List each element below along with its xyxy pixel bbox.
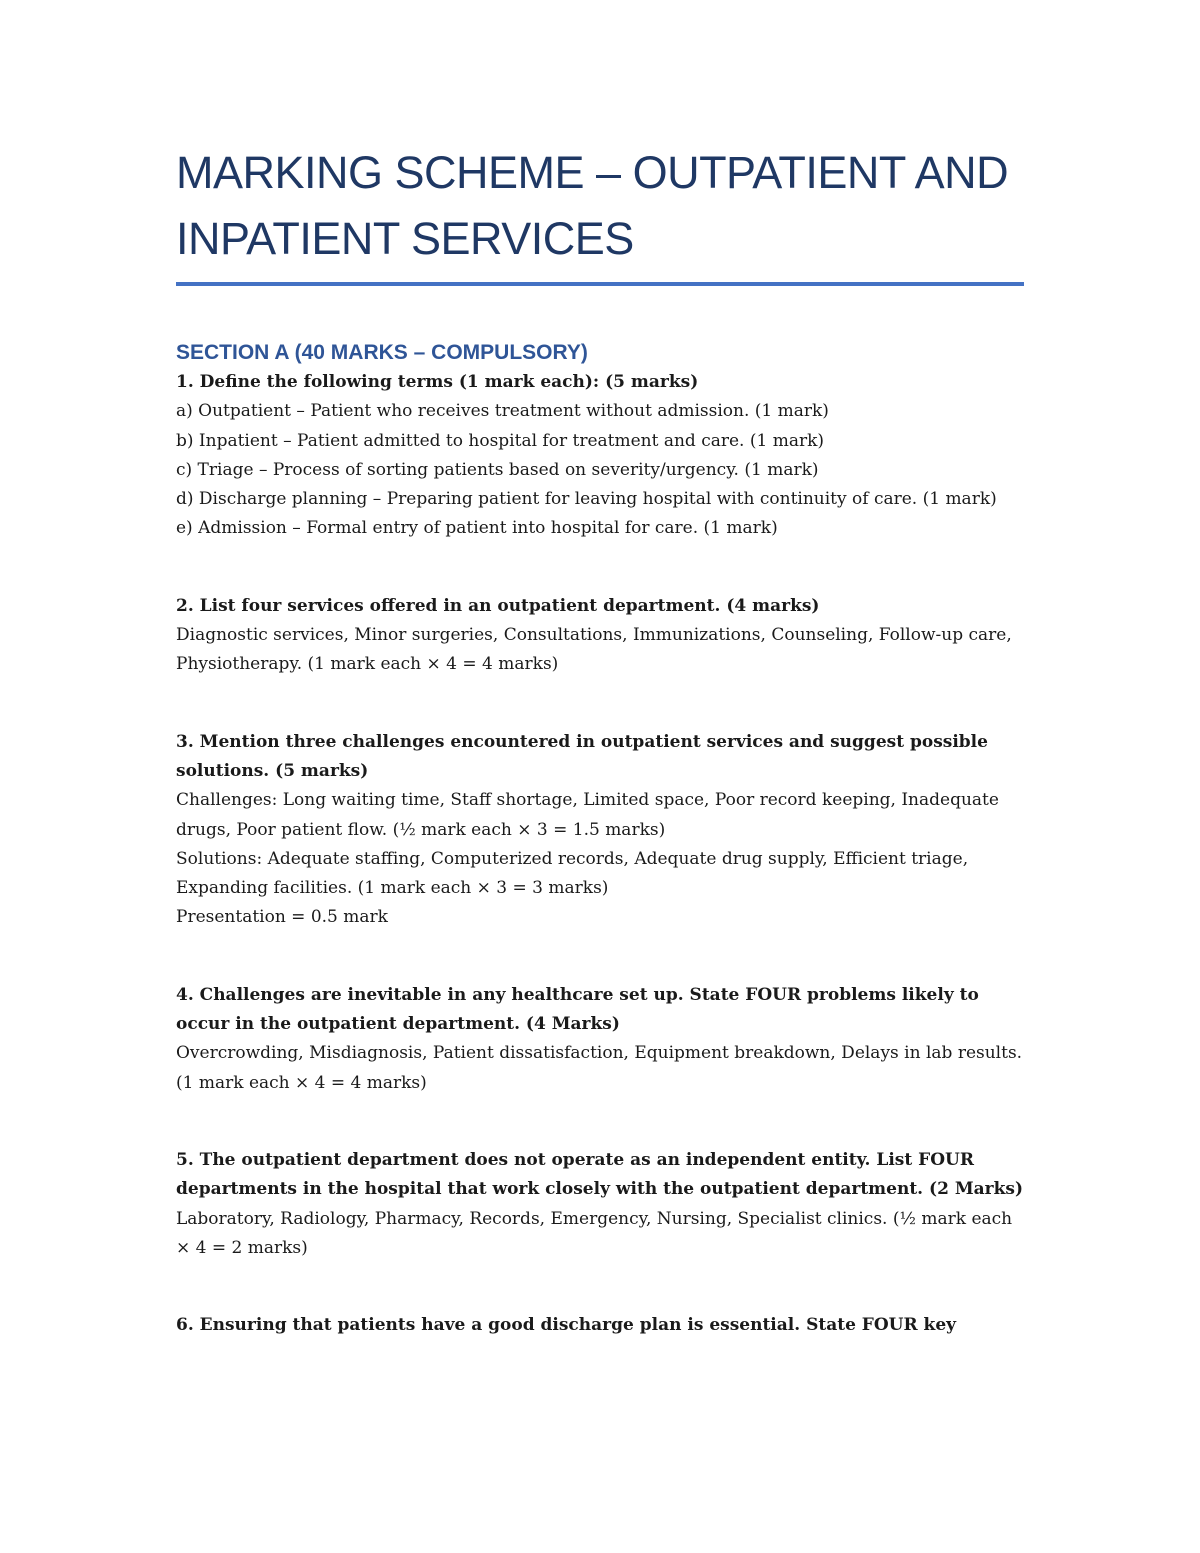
question-2 (176, 592, 1026, 680)
question-1 (176, 368, 1026, 544)
question-4-answer: Overcrowding, Misdiagnosis, Patient dissatisfaction, Equipment breakdown, Delays in lab results. (1 mark each × 4 = 4 marks) (176, 1043, 1023, 1093)
question-3-title: 3. Mention three challenges encountered in outpatient services and suggest possible solutions. (5 marks) (176, 731, 988, 781)
spacer (176, 680, 1026, 728)
question-6 (176, 1311, 1026, 1340)
question-1-answer-a: a) Outpatient – Patient who receives treatment without admission. (1 mark) (176, 401, 829, 422)
title-line-1: MARKING SCHEME – OUTPATIENT AND (176, 147, 1009, 198)
spacer (176, 933, 1026, 981)
document-title (176, 140, 1026, 272)
question-1-answer-b: b) Inpatient – Patient admitted to hospital for treatment and care. (1 mark) (176, 430, 825, 451)
question-4 (176, 981, 1026, 1098)
question-1-answer-c: c) Triage – Process of sorting patients based on severity/urgency. (1 mark) (176, 459, 819, 480)
question-3-challenges: Challenges: Long waiting time, Staff shortage, Limited space, Poor record keeping, Inadequate drugs, Poor patient flow. (½ mark each × 3 = 1.5 marks) (176, 790, 999, 840)
section-a-heading: SECTION A (40 MARKS – COMPULSORY) (176, 341, 588, 364)
question-5-answer: Laboratory, Radiology, Pharmacy, Records, Emergency, Nursing, Specialist clinics. (½ mark each × 4 = 2 marks) (176, 1208, 1013, 1258)
question-1-answer-d: d) Discharge planning – Preparing patient for leaving hospital with continuity of care. (1 mark) (176, 489, 997, 510)
document-page (176, 140, 1026, 1340)
question-3-presentation: Presentation = 0.5 mark (176, 907, 388, 928)
question-3 (176, 728, 1026, 933)
question-5-title: 5. The outpatient department does not operate as an independent entity. List FOUR departments in the hospital that work closely with the outpatient department. (2 Marks) (176, 1149, 1023, 1200)
title-divider (176, 282, 1024, 286)
question-3-solutions: Solutions: Adequate staffing, Computerized records, Adequate drug supply, Efficient triage, Expanding facilities. (1 mark each × 3 = 3 marks) (176, 848, 969, 899)
question-1-title: 1. Define the following terms (1 mark each): (5 marks) (176, 372, 699, 392)
spacer (176, 544, 1026, 592)
question-1-answer-e: e) Admission – Formal entry of patient into hospital for care. (1 mark) (176, 518, 778, 539)
question-6-title: 6. Ensuring that patients have a good discharge plan is essential. State FOUR key (176, 1315, 957, 1336)
question-4-title: 4. Challenges are inevitable in any healthcare set up. State FOUR problems likely to occur in the outpatient department. (4 Marks) (176, 984, 979, 1035)
spacer (176, 1098, 1026, 1146)
spacer (176, 1263, 1026, 1311)
question-5 (176, 1146, 1026, 1263)
question-2-title: 2. List four services offered in an outpatient department. (4 marks) (176, 595, 820, 616)
title-line-2: INPATIENT SERVICES (176, 213, 634, 264)
question-2-answer: Diagnostic services, Minor surgeries, Consultations, Immunizations, Counseling, Follow-up care, Physiotherapy. (1 mark each × 4 = 4 marks) (176, 625, 1012, 675)
